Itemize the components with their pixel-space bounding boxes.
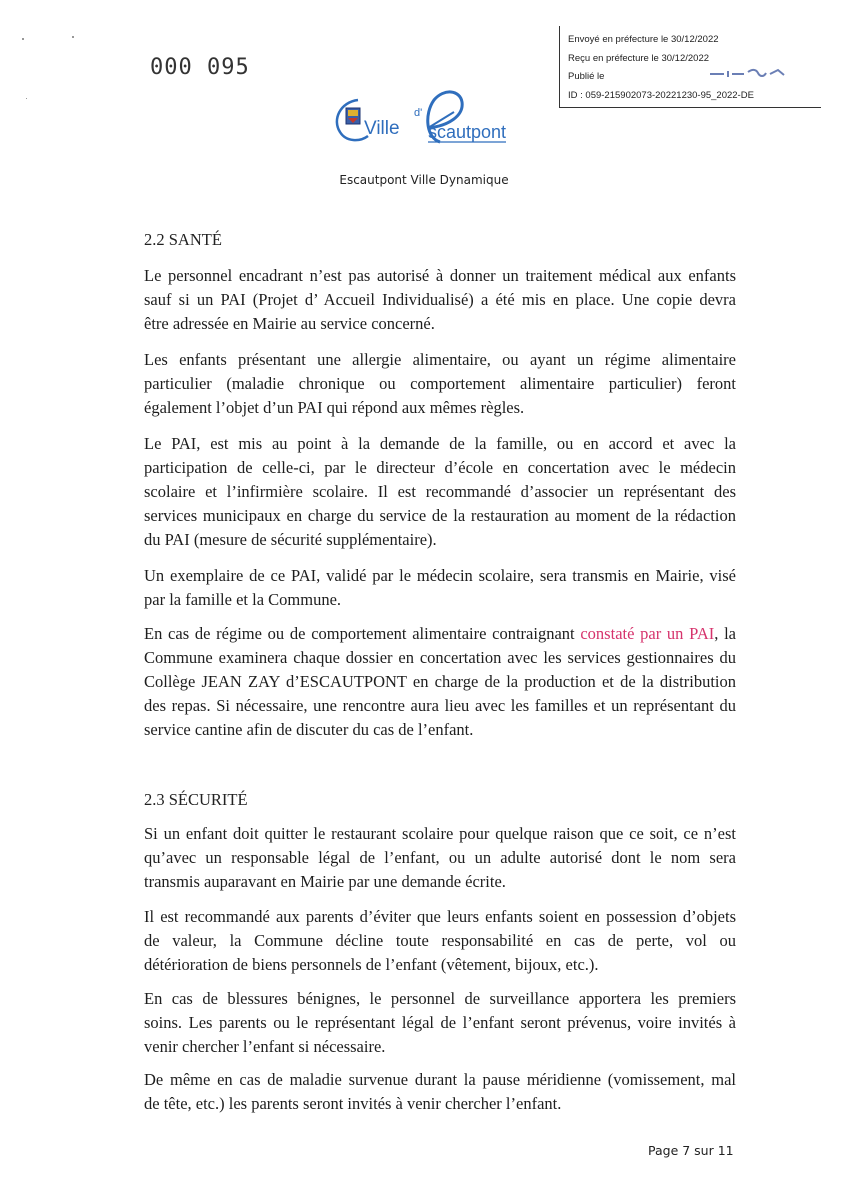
sante-paragraph-4 — [144, 564, 736, 612]
highlighted-text: constaté par un PAI — [580, 624, 715, 643]
text-line: Collège JEAN ZAY d’ESCAUTPONT en charge de la production et de la distribution — [144, 672, 736, 691]
text-line: de valeur, la Commune décline toute responsabilité en cas de perte, vol ou — [144, 931, 736, 950]
text-line: venir chercher l’enfant si nécessaire. — [144, 1037, 386, 1056]
text-line: également l’objet d’un PAI qui répond aux mêmes règles. — [144, 398, 525, 417]
scan-speck — [22, 38, 24, 40]
sante-paragraph-5 — [144, 622, 736, 742]
stamp-signature-mark — [708, 66, 788, 80]
text-line: sauf si un PAI (Projet d’ Accueil Individualisé) a été mis en place. Une copie devra — [144, 290, 736, 309]
tagline: Escautpont Ville Dynamique — [339, 173, 509, 187]
logo-name-text: scautpont — [428, 122, 507, 142]
securite-paragraph-2 — [144, 905, 736, 977]
document-number: 000 095 — [150, 55, 250, 80]
stamp-id: ID : 059-215902073-20221230-95_2022-DE — [568, 90, 754, 101]
text-line: participation de celle-ci, par le directeur d’école en concertation avec le médecin — [144, 458, 736, 477]
securite-paragraph-1 — [144, 822, 736, 894]
text-line: Si un enfant doit quitter le restaurant scolaire pour quelque raison que ce soit, ce n’est — [144, 824, 736, 843]
text-line: par la famille et la Commune. — [144, 590, 342, 609]
prefecture-stamp — [559, 26, 821, 108]
text-line: services municipaux en charge du service de la restauration au moment de la rédaction — [144, 506, 736, 525]
sante-paragraph-2 — [144, 348, 736, 420]
stamp-sent: Envoyé en préfecture le 30/12/2022 — [568, 34, 719, 45]
text-line: transmis auparavant en Mairie par une demande écrite. — [144, 872, 506, 891]
scan-speck — [26, 98, 27, 99]
logo-d-text: d' — [414, 107, 423, 119]
text-segment: , la — [714, 624, 736, 643]
section-heading-securite: 2.3 SÉCURITÉ — [144, 790, 248, 809]
text-line: détérioration de biens personnels de l’enfant (vêtement, bijoux, etc.). — [144, 955, 599, 974]
text-line: particulier (maladie chronique ou comportement alimentaire particulier) feront — [144, 374, 736, 393]
page-number: Page 7 sur 11 — [648, 1143, 734, 1158]
sante-paragraph-1 — [144, 264, 736, 336]
securite-paragraph-3 — [144, 987, 736, 1059]
sante-paragraph-3 — [144, 432, 736, 552]
scan-speck — [72, 36, 74, 38]
section-heading-sante: 2.2 SANTÉ — [144, 230, 222, 249]
stamp-published: Publié le — [568, 71, 605, 82]
securite-paragraph-4 — [144, 1068, 736, 1116]
text-line: de tête, etc.) les parents seront invités à venir chercher l’enfant. — [144, 1094, 562, 1113]
logo-ville-text: Ville — [364, 118, 400, 139]
text-line: Il est recommandé aux parents d’éviter que leurs enfants soient en possession d’objets — [144, 907, 736, 926]
text-segment: En cas de régime ou de comportement alimentaire contraignant — [144, 624, 581, 643]
text-line: qu’avec un responsable légal de l’enfant, ou un adulte autorisé dont le nom sera — [144, 848, 736, 867]
text-line: Le personnel encadrant n’est pas autorisé à donner un traitement médical aux enfants — [144, 266, 736, 285]
text-line: En cas de blessures bénignes, le personnel de surveillance apportera les premiers — [144, 989, 736, 1008]
text-line: De même en cas de maladie survenue durant la pause méridienne (vomissement, mal — [144, 1070, 736, 1089]
text-line: être adressée en Mairie au service concerné. — [144, 314, 435, 333]
stamp-received: Reçu en préfecture le 30/12/2022 — [568, 53, 710, 64]
text-line: service cantine afin de discuter du cas de l’enfant. — [144, 720, 474, 739]
text-line — [144, 622, 736, 646]
text-line: soins. Les parents ou le représentant légal de l’enfant seront prévenus, voire invités à — [144, 1013, 736, 1032]
text-line: des repas. Si nécessaire, une rencontre aura lieu avec les familles et un représentant du — [144, 696, 736, 715]
text-line: du PAI (mesure de sécurité supplémentaire). — [144, 530, 437, 549]
text-line: Un exemplaire de ce PAI, validé par le médecin scolaire, sera transmis en Mairie, visé — [144, 566, 736, 585]
text-line: Les enfants présentant une allergie alimentaire, ou ayant un régime alimentaire — [144, 350, 736, 369]
text-line: Commune examinera chaque dossier en concertation avec les services gestionnaires du — [144, 648, 736, 667]
text-line: scolaire et l’infirmière scolaire. Il est recommandé d’associer un représentant des — [144, 482, 736, 501]
ville-escautpont-logo — [328, 86, 518, 154]
text-line: Le PAI, est mis au point à la demande de la famille, ou en accord et avec la — [144, 434, 736, 453]
